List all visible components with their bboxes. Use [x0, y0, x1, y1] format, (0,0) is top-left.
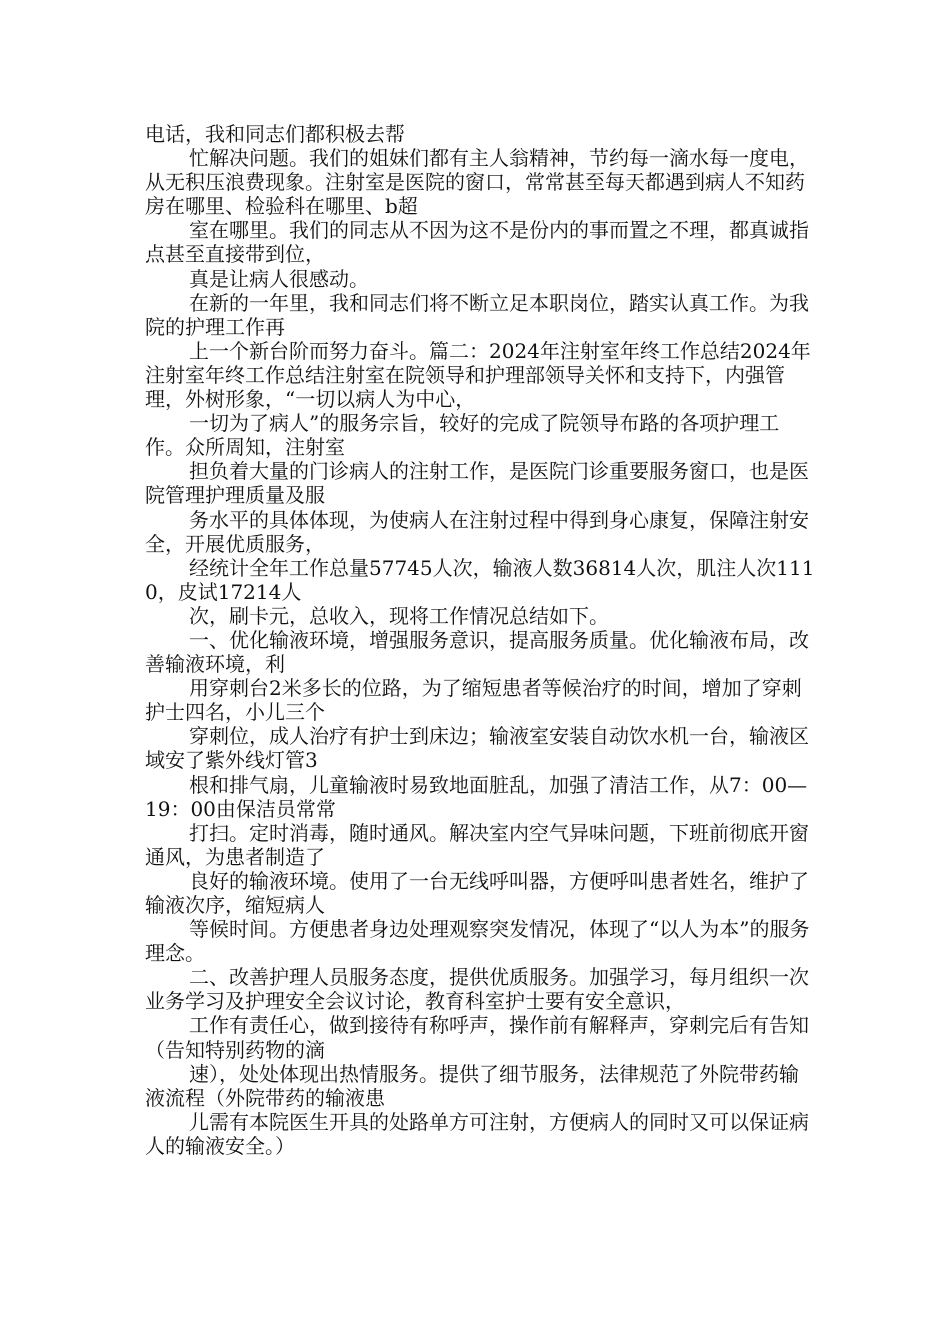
- paragraph: 真是让病人很感动。: [189, 266, 369, 291]
- paragraph: 上一个新台阶而努力奋斗。篇二：2024年注射室年终工作总结2024年注射室年终工作总结注射室在院领导和护理部领导关怀和支持下，内强管理，外树形象，“一切以病人为中心，: [145, 338, 811, 412]
- paragraph: 室在哪里。我们的同志从不因为这不是份内的事而置之不理，都真诚指点甚至直接带到位，: [145, 218, 809, 267]
- paragraph: 在新的一年里，我和同志们将不断立足本职岗位，踏实认真工作。为我院的护理工作再: [145, 290, 809, 339]
- paragraph: 用穿刺台2米多长的位路，为了缩短患者等候治疗的时间，增加了穿刺护士四名，小儿三个: [145, 676, 802, 725]
- paragraph: 穿刺位，成人治疗有护士到床边；输液室安装自动饮水机一台，输液区域安了紫外线灯管3: [145, 724, 809, 773]
- paragraph: 一切为了病人”的服务宗旨，较好的完成了院领导布路的各项护理工作。众所周知，注射室: [145, 411, 780, 460]
- paragraph: 忙解决问题。我们的姐妹们都有主人翁精神，节约每一滴水每一度电，从无积压浪费现象。注射室是医院的窗口，常常甚至每天都遇到病人不知药房在哪里、检验科在哪里、b超: [145, 146, 809, 219]
- paragraph: 担负着大量的门诊病人的注射工作，是医院门诊重要服务窗口，也是医院管理护理质量及服: [145, 459, 809, 508]
- paragraph: 根和排气扇，儿童输液时易致地面脏乱，加强了清洁工作，从7：00—19：00由保洁员常常: [145, 772, 808, 821]
- paragraph: 儿需有本院医生开具的处路单方可注射，方便病人的同时又可以保证病人的输液安全。）: [145, 1109, 809, 1158]
- paragraph: 经统计全年工作总量57745人次，输液人数36814人次，肌注人次1110，皮试17214人: [145, 555, 815, 604]
- paragraph: 电话，我和同志们都积极去帮: [145, 122, 405, 146]
- paragraph: 次，刷卡元，总收入，现将工作情况总结如下。: [189, 603, 609, 628]
- paragraph: 等候时间。方便患者身边处理观察突发情况，体现了“以人为本”的服务理念。: [145, 917, 810, 966]
- paragraph: 务水平的具体体现，为使病人在注射过程中得到身心康复，保障注射安全，开展优质服务，: [145, 507, 809, 556]
- paragraph: 打扫。定时消毒，随时通风。解决室内空气异味问题，下班前彻底开窗通风，为患者制造了: [145, 820, 809, 869]
- section-heading-paragraph: 一、优化输液环境，增强服务意识，提高服务质量。优化输液布局，改善输液环境，利: [145, 627, 809, 677]
- paragraph: 工作有责任心，做到接待有称呼声，操作前有解释声，穿刺完后有告知（告知特别药物的滴: [145, 1013, 809, 1062]
- paragraph: 良好的输液环境。使用了一台无线呼叫器，方便呼叫患者姓名，维护了输液次序，缩短病人: [145, 868, 809, 917]
- paragraph: 速），处处体现出热情服务。提供了细节服务，法律规范了外院带药输液流程（外院带药的输液患: [145, 1061, 799, 1110]
- section-heading-paragraph: 二、改善护理人员服务态度，提供优质服务。加强学习，每月组织一次业务学习及护理安全会议讨论，教育科室护士要有安全意识，: [145, 965, 809, 1014]
- document-body: [145, 122, 815, 1158]
